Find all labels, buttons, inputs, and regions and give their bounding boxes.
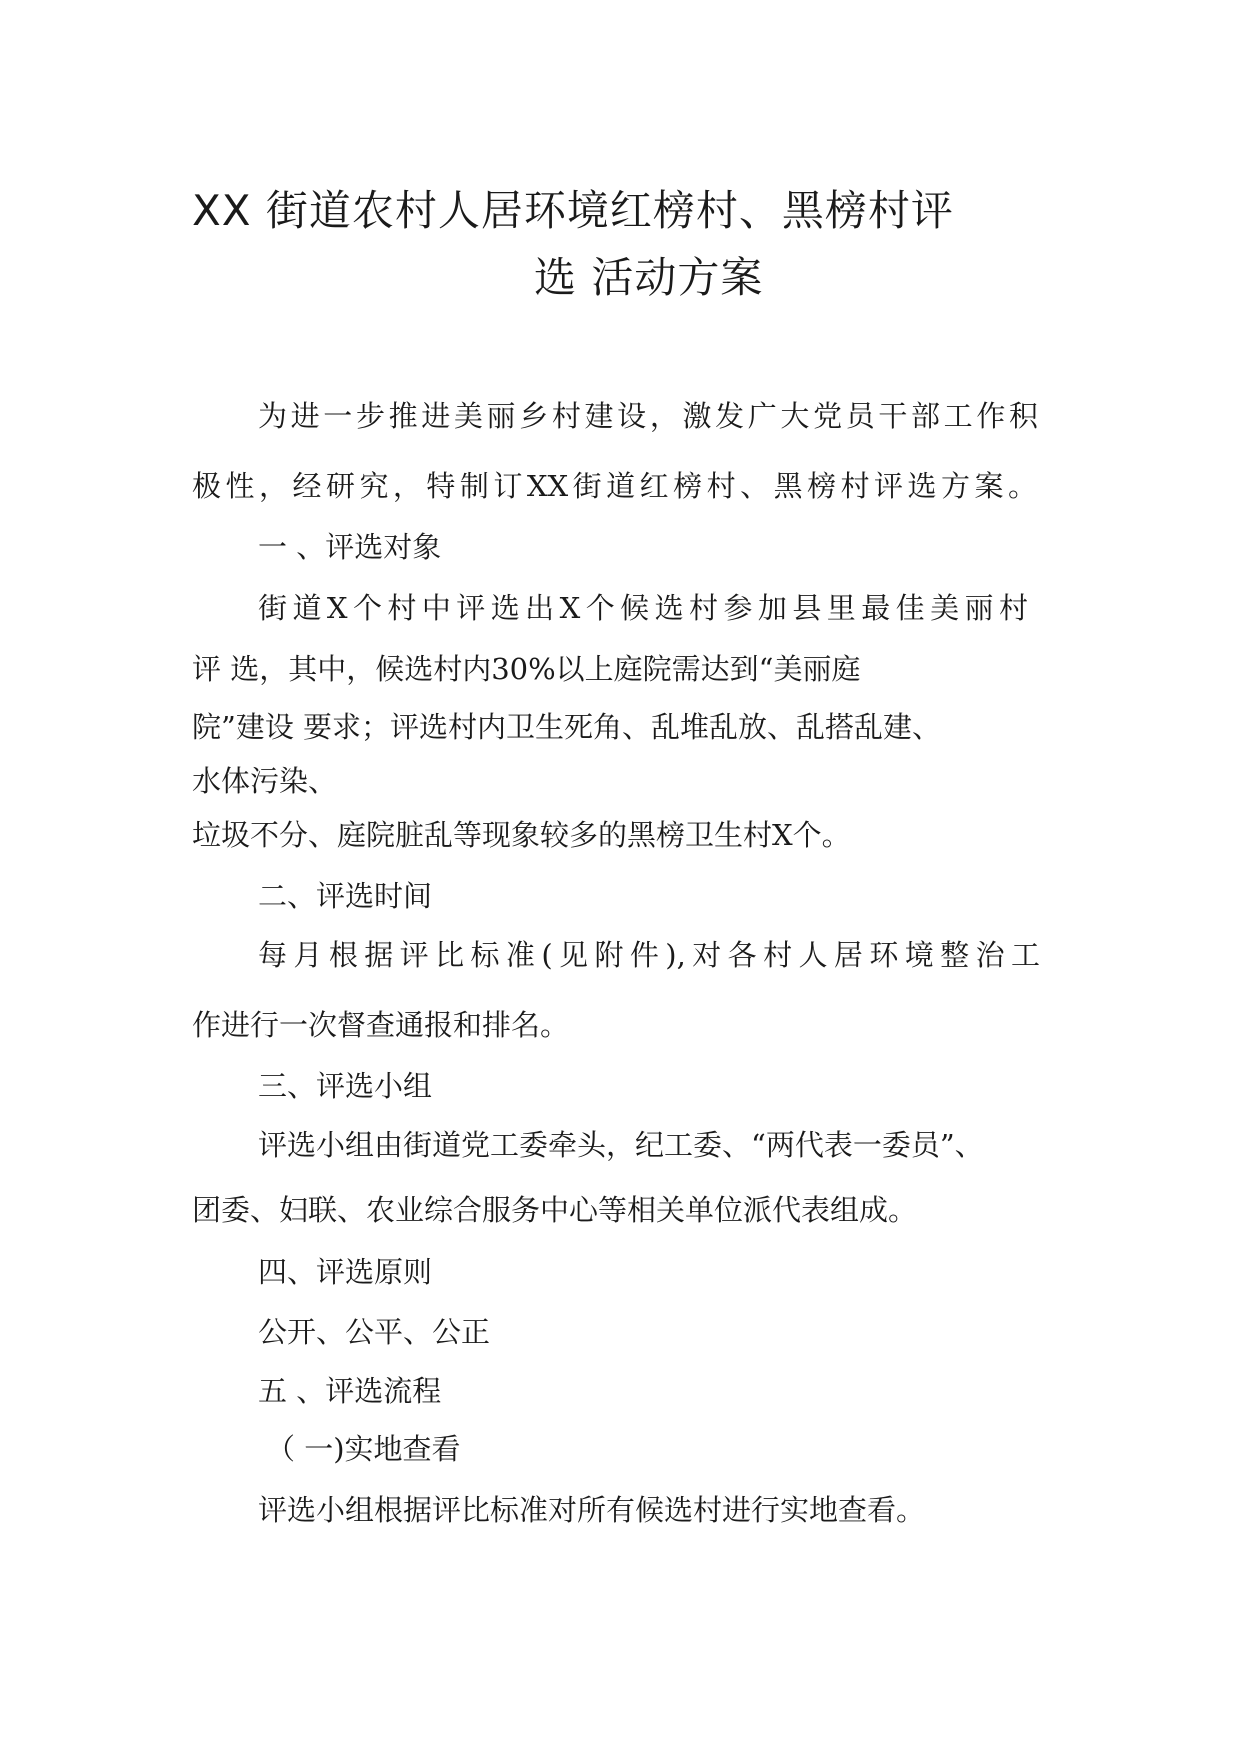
section-heading-4: 四、评选原则 xyxy=(258,1255,433,1289)
paragraph-line: 评选小组根据评比标准对所有候选村进行实地查看。 xyxy=(258,1493,926,1527)
paragraph-line: 水体污染、 xyxy=(192,764,338,798)
paragraph-line: 为进一步推进美丽乡村建设，激发广大党员干部工作积 xyxy=(258,399,1038,433)
section-heading-2: 二、评选时间 xyxy=(258,879,433,913)
paragraph-line: 院”建设 要求；评选村内卫生死角、乱堆乱放、乱搭乱建、 xyxy=(192,710,942,744)
paragraph-line: 垃圾不分、庭院脏乱等现象较多的黑榜卫生村X个。 xyxy=(192,818,851,852)
paragraph-line: 评 选，其中，候选村内30%以上庭院需达到“美丽庭 xyxy=(192,652,861,686)
paragraph-line: 极性，经研究，特制订XX街道红榜村、黑榜村评选方案。 xyxy=(192,469,1037,503)
section-heading-5: 五 、评选流程 xyxy=(258,1374,442,1408)
paragraph-line: 街道X个村中评选出X个候选村参加县里最佳美丽村 xyxy=(258,591,1028,625)
subsection-heading: （ 一)实地查看 xyxy=(266,1432,461,1466)
section-heading-3: 三、评选小组 xyxy=(258,1069,433,1103)
document-title-line-1: XX 街道农村人居环境红榜村、黑榜村评 xyxy=(192,186,954,235)
paragraph-line: 作进行一次督查通报和排名。 xyxy=(192,1008,570,1042)
section-heading-1: 一 、评选对象 xyxy=(258,530,442,564)
paragraph-line: 公开、公平、公正 xyxy=(258,1315,491,1349)
document-title-line-2: 选 活动方案 xyxy=(534,253,764,302)
paragraph-line: 团委、妇联、农业综合服务中心等相关单位派代表组成。 xyxy=(192,1193,918,1227)
paragraph-line: 每月根据评比标准(见附件),对各村人居环境整治工 xyxy=(258,938,1040,972)
paragraph-line: 评选小组由街道党工委牵头，纪工委、“两代表一委员”、 xyxy=(258,1128,984,1162)
